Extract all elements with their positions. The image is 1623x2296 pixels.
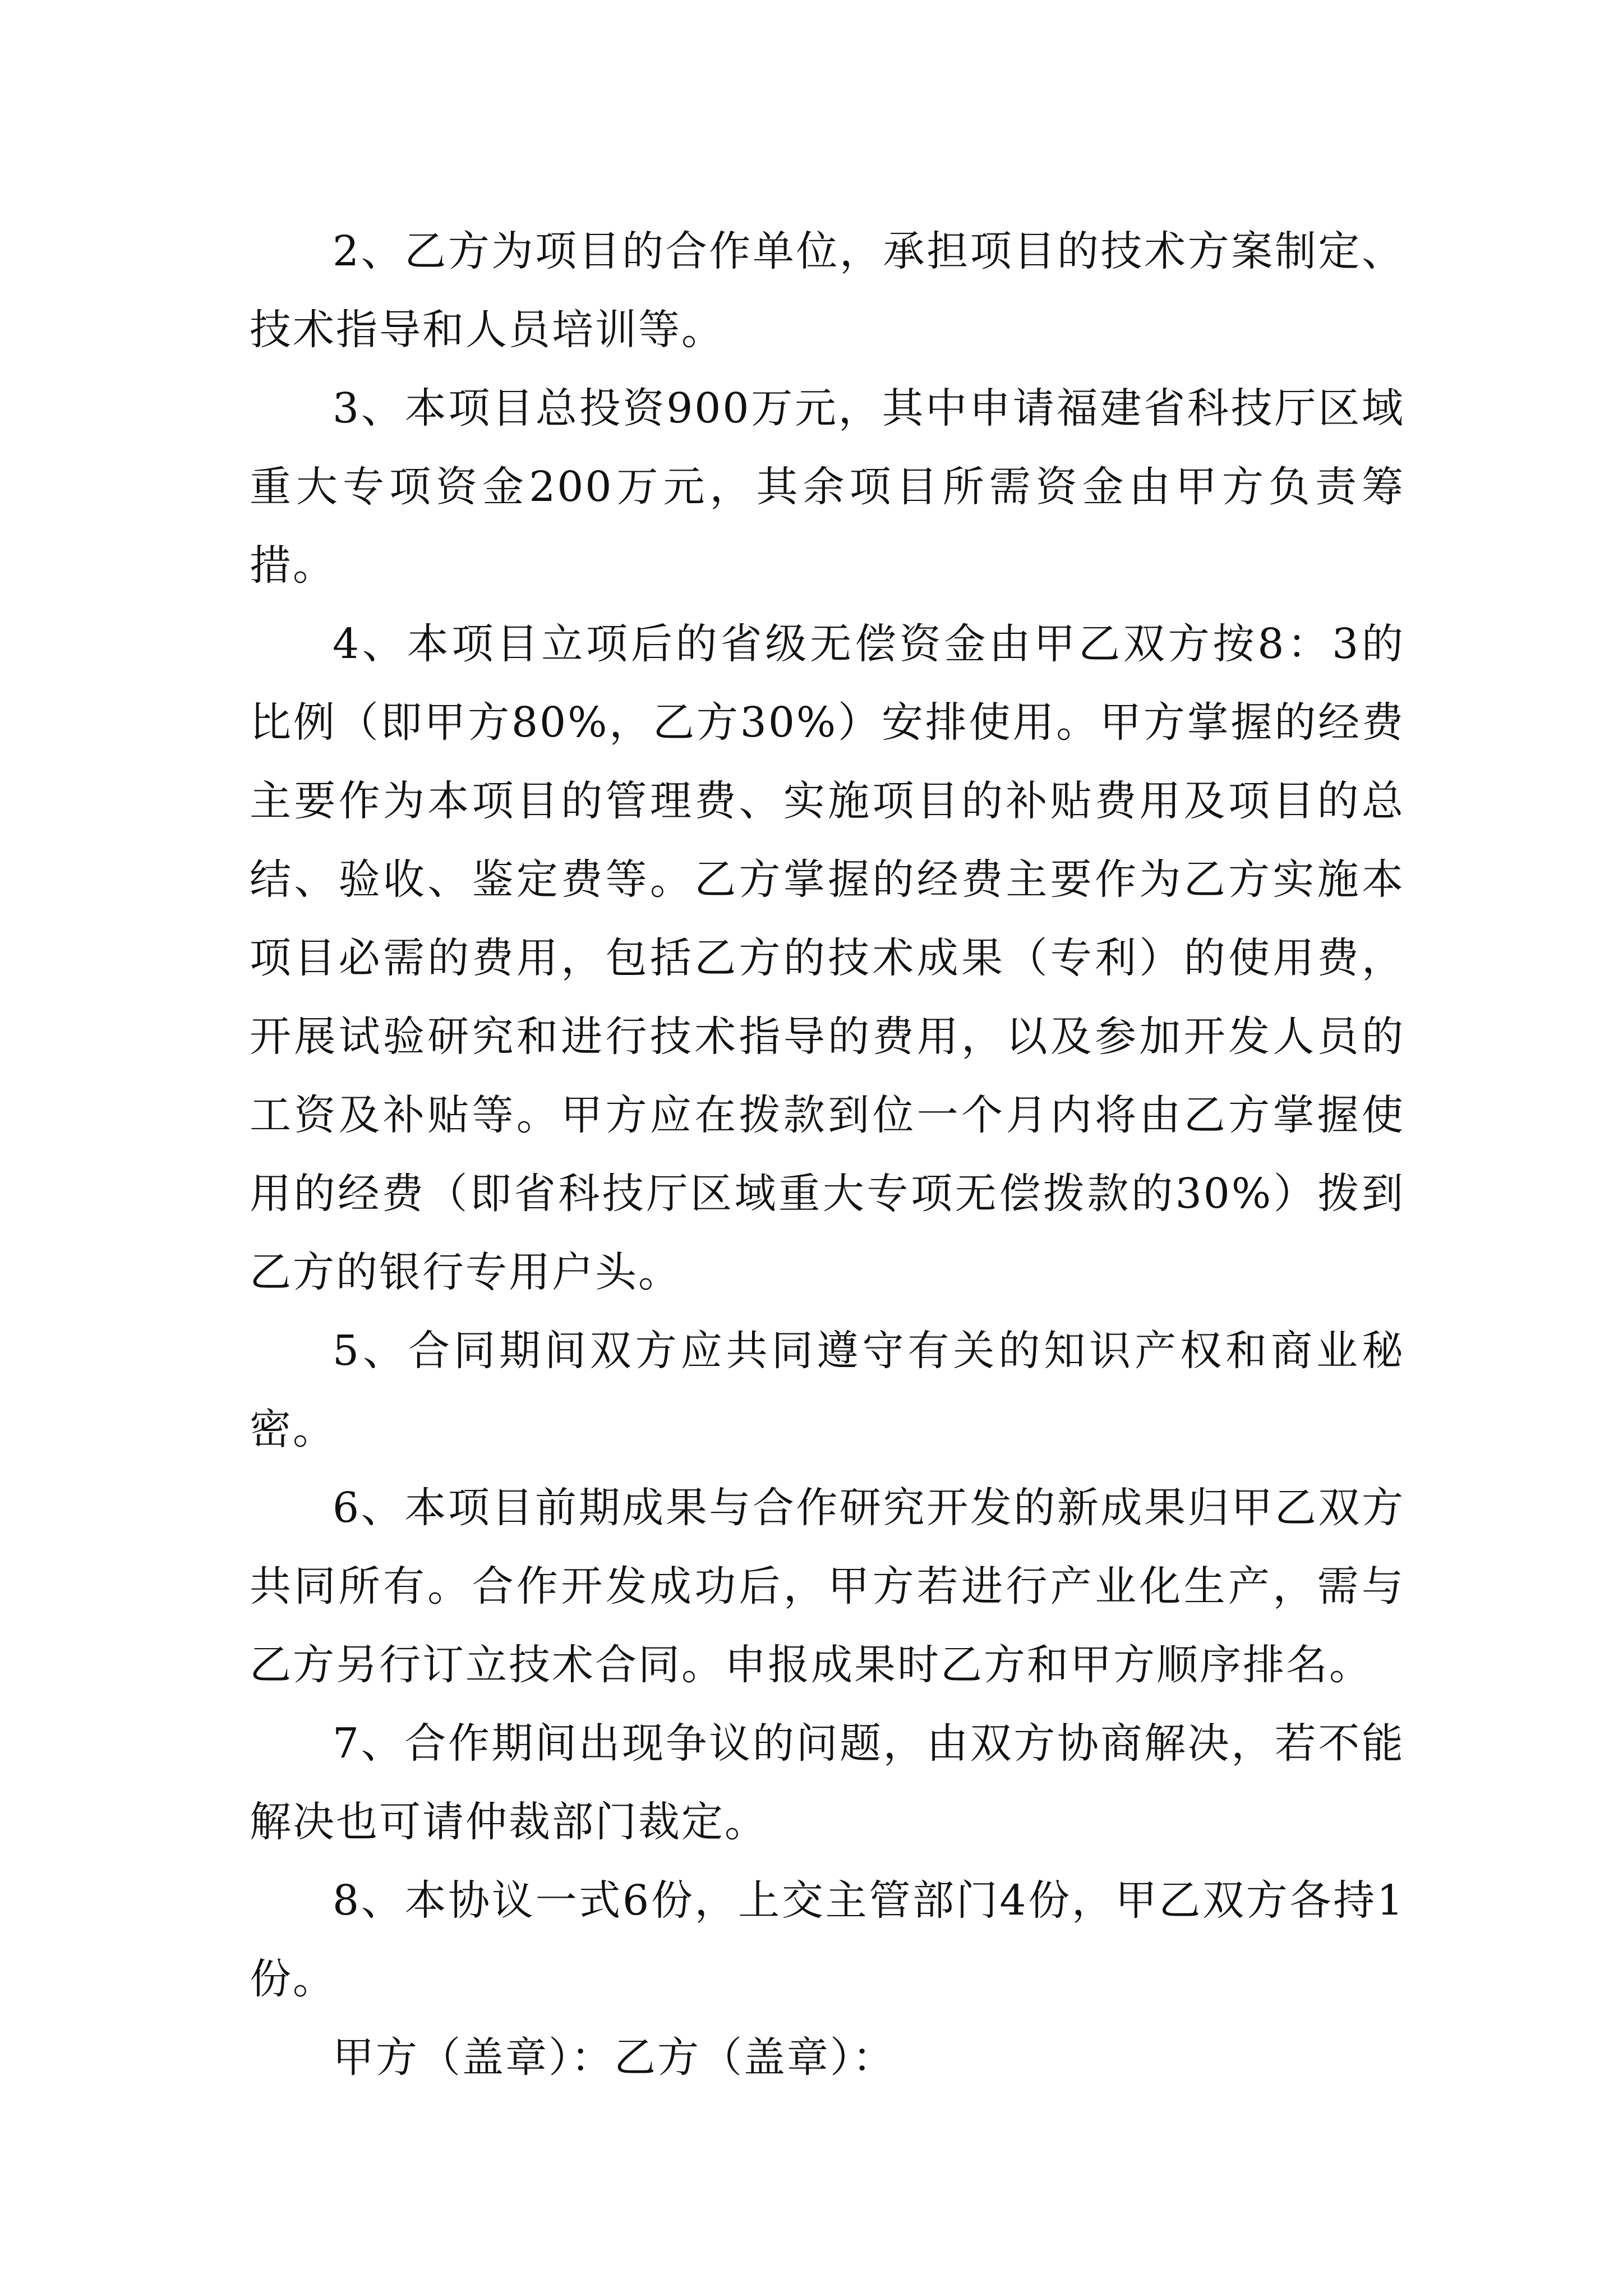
clause-3: 3、本项目总投资900万元，其中申请福建省科技厅区域重大专项资金200万元，其余项目所需资金由甲方负责筹措。 <box>250 384 1405 590</box>
clause-5: 5、合同期间双方应共同遵守有关的知识产权和商业秘密。 <box>250 1327 1405 1453</box>
clause-6: 6、本项目前期成果与合作研究开发的新成果归甲乙双方共同所有。合作开发成功后，甲方若进行产业化生产，需与乙方另行订立技术合同。申报成果时乙方和甲方顺序排名。 <box>250 1484 1405 1689</box>
signature-line: 甲方（盖章）：乙方（盖章）： <box>333 2033 896 2082</box>
clause-2: 2、乙方为项目的合作单位，承担项目的技术方案制定、技术指导和人员培训等。 <box>250 227 1405 354</box>
clause-8: 8、本协议一式6份，上交主管部门4份，甲乙双方各持1份。 <box>250 1876 1405 2003</box>
agreement-body <box>250 212 1405 2097</box>
clause-4: 4、本项目立项后的省级无偿资金由甲乙双方按8：3的比例（即甲方80%，乙方30%）安排使用。甲方掌握的经费主要作为本项目的管理费、实施项目的补贴费用及项目的总结、验收、鉴定费等。乙方掌握的经费主要作为乙方实施本项目必需的费用，包括乙方的技术成果（专利）的使用费，开展试验研究和进行技术指导的费用，以及参加开发人员的工资及补贴等。甲方应在拨款到位一个月内将由乙方掌握使用的经费（即省科技厅区域重大专项无偿拨款的30%）拨到乙方的银行专用户头。 <box>250 620 1405 1296</box>
clause-7: 7、合作期间出现争议的问题，由双方协商解决，若不能解决也可请仲裁部门裁定。 <box>250 1719 1405 1846</box>
